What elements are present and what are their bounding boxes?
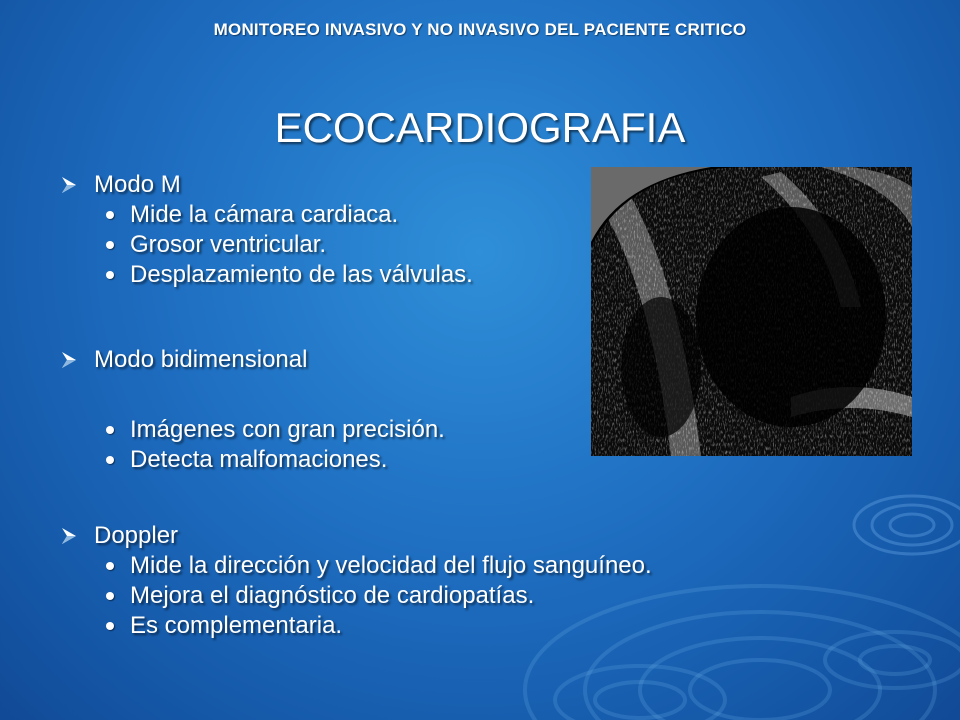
dot-bullet-icon bbox=[106, 562, 114, 570]
section-heading: Modo M bbox=[94, 171, 181, 198]
section-modo-m bbox=[60, 170, 473, 290]
echocardiogram-image bbox=[591, 167, 912, 456]
item-text: Desplazamiento de las válvulas. bbox=[130, 261, 473, 288]
section-doppler bbox=[60, 521, 652, 641]
list-item bbox=[106, 445, 445, 475]
dot-bullet-icon bbox=[106, 211, 114, 219]
arrow-bullet-icon bbox=[60, 351, 78, 369]
list-item bbox=[106, 611, 652, 641]
item-text: Imágenes con gran precisión. bbox=[130, 416, 445, 443]
item-text: Detecta malfomaciones. bbox=[130, 446, 388, 473]
item-text: Grosor ventricular. bbox=[130, 231, 327, 258]
heading-item bbox=[60, 170, 473, 200]
item-text: Es complementaria. bbox=[130, 612, 343, 639]
dot-bullet-icon bbox=[106, 592, 114, 600]
presentation-header: MONITOREO INVASIVO Y NO INVASIVO DEL PACIENTE CRITICO bbox=[213, 20, 747, 39]
dot-bullet-icon bbox=[106, 271, 114, 279]
list-item bbox=[106, 200, 473, 230]
arrow-bullet-icon bbox=[60, 527, 78, 545]
list-item bbox=[106, 551, 652, 581]
list-item bbox=[106, 260, 473, 290]
heading-item bbox=[60, 345, 445, 375]
list-item bbox=[106, 230, 473, 260]
item-text: Mejora el diagnóstico de cardiopatías. bbox=[130, 582, 535, 609]
arrow-bullet-icon bbox=[60, 176, 78, 194]
section-heading: Modo bidimensional bbox=[94, 346, 308, 373]
item-text: Mide la dirección y velocidad del flujo sanguíneo. bbox=[130, 552, 652, 579]
dot-bullet-icon bbox=[106, 241, 114, 249]
list-item bbox=[106, 415, 445, 445]
dot-bullet-icon bbox=[106, 426, 114, 434]
section-modo-bidimensional bbox=[60, 345, 445, 475]
dot-bullet-icon bbox=[106, 456, 114, 464]
item-text: Mide la cámara cardiaca. bbox=[130, 201, 399, 228]
slide-title: ECOCARDIOGRAFIA bbox=[274, 104, 686, 151]
list-item bbox=[106, 581, 652, 611]
section-heading: Doppler bbox=[94, 522, 179, 549]
dot-bullet-icon bbox=[106, 622, 114, 630]
heading-item bbox=[60, 521, 652, 551]
